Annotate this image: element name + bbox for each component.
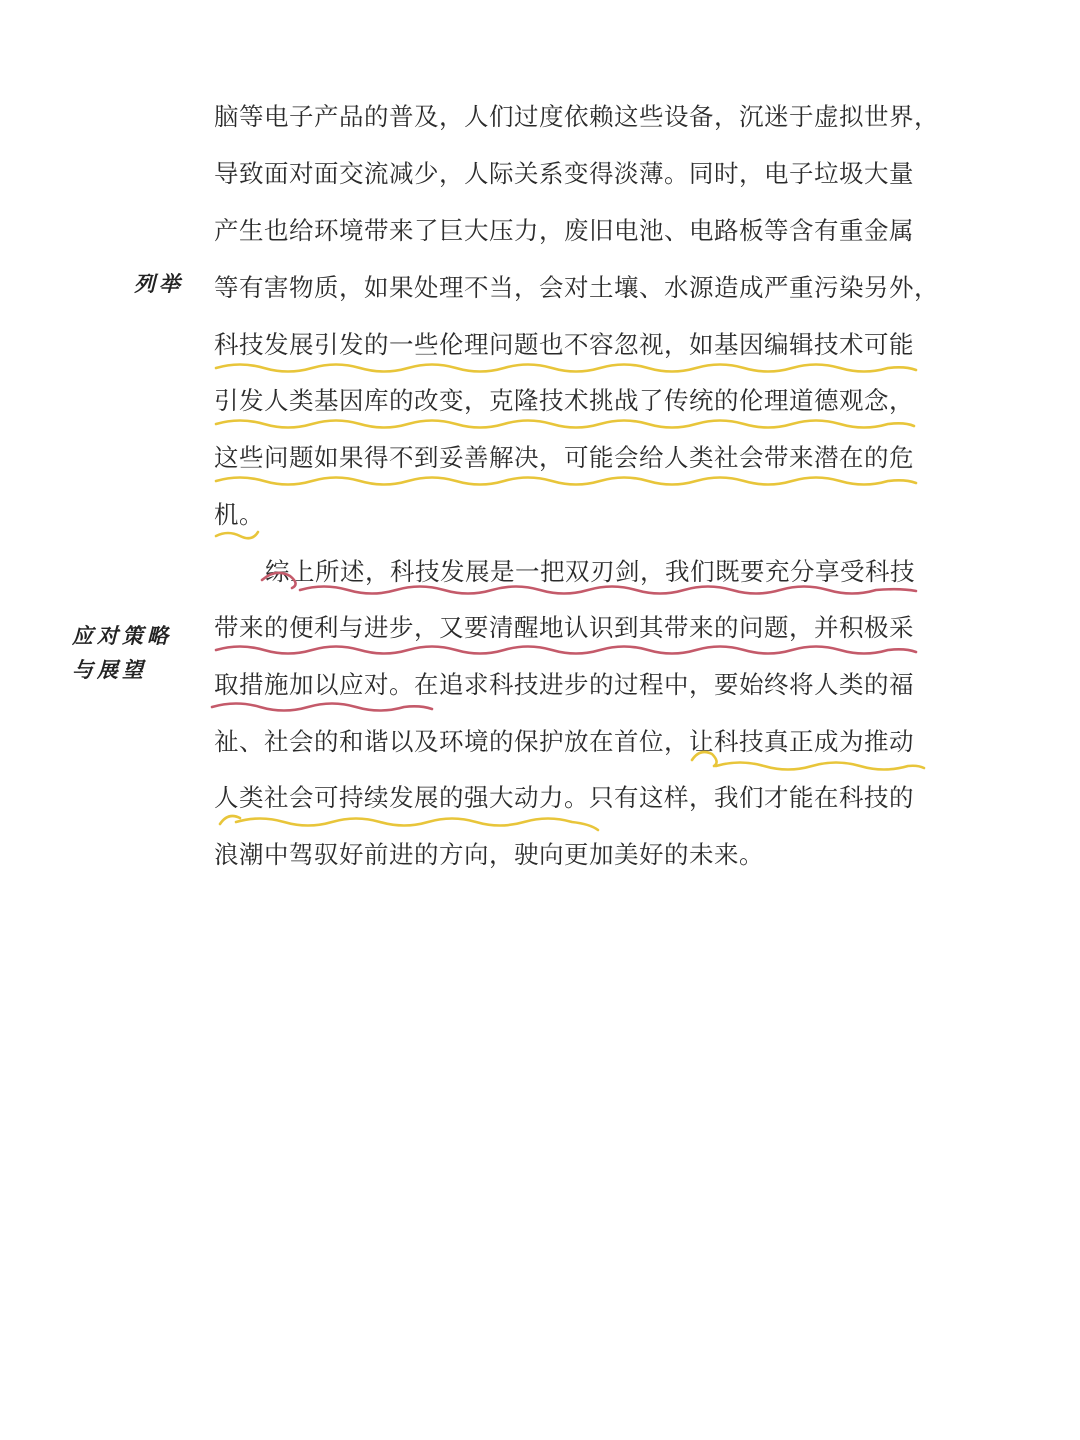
red-underline bbox=[216, 647, 916, 654]
yellow-underline bbox=[216, 478, 916, 485]
margin-note-examples: 列举 bbox=[134, 271, 184, 296]
paragraph1-line: 导致面对面交流减少，人际关系变得淡薄。同时，电子垃圾大量 bbox=[214, 159, 914, 188]
yellow-underline bbox=[216, 532, 258, 538]
paragraph1-line: 脑等电子产品的普及，人们过度依赖这些设备，沉迷于虚拟世界， bbox=[214, 102, 939, 131]
paragraph1-line: 这些问题如果得不到妥善解决，可能会给人类社会带来潜在的危 bbox=[214, 443, 914, 472]
paragraph2-line: 人类社会可持续发展的强大动力。只有这样，我们才能在科技的 bbox=[214, 783, 914, 812]
red-underline bbox=[212, 704, 432, 711]
paragraph1-line: 产生也给环境带来了巨大压力，废旧电池、电路板等含有重金属 bbox=[214, 216, 914, 245]
margin-note-strategy-line2: 与展望 bbox=[72, 657, 147, 682]
paragraph2-line: 取措施加以应对。在追求科技进步的过程中，要始终将人类的福 bbox=[214, 670, 914, 699]
margin-note-strategy-line1: 应对策略 bbox=[72, 623, 172, 648]
paragraph2-line: 带来的便利与进步，又要清醒地认识到其带来的问题，并积极采 bbox=[214, 613, 914, 642]
paragraph1-line: 科技发展引发的一些伦理问题也不容忽视，如基因编辑技术可能 bbox=[214, 330, 914, 359]
paragraph2-line: 祉、社会的和谐以及环境的保护放在首位，让科技真正成为推动 bbox=[214, 727, 914, 756]
paragraph1-line: 机。 bbox=[214, 500, 264, 529]
paragraph2-line: 综上所述，科技发展是一把双刃剑，我们既要充分享受科技 bbox=[265, 557, 915, 586]
yellow-underline bbox=[216, 421, 914, 428]
paragraph2-line: 浪潮中驾驭好前进的方向，驶向更加美好的未来。 bbox=[214, 840, 764, 869]
paragraph1-line: 引发人类基因库的改变，克隆技术挑战了传统的伦理道德观念， bbox=[214, 386, 914, 415]
yellow-underline bbox=[220, 816, 598, 830]
paragraph1-line: 等有害物质，如果处理不当，会对土壤、水源造成严重污染另外， bbox=[214, 273, 939, 302]
yellow-underline bbox=[216, 365, 916, 372]
